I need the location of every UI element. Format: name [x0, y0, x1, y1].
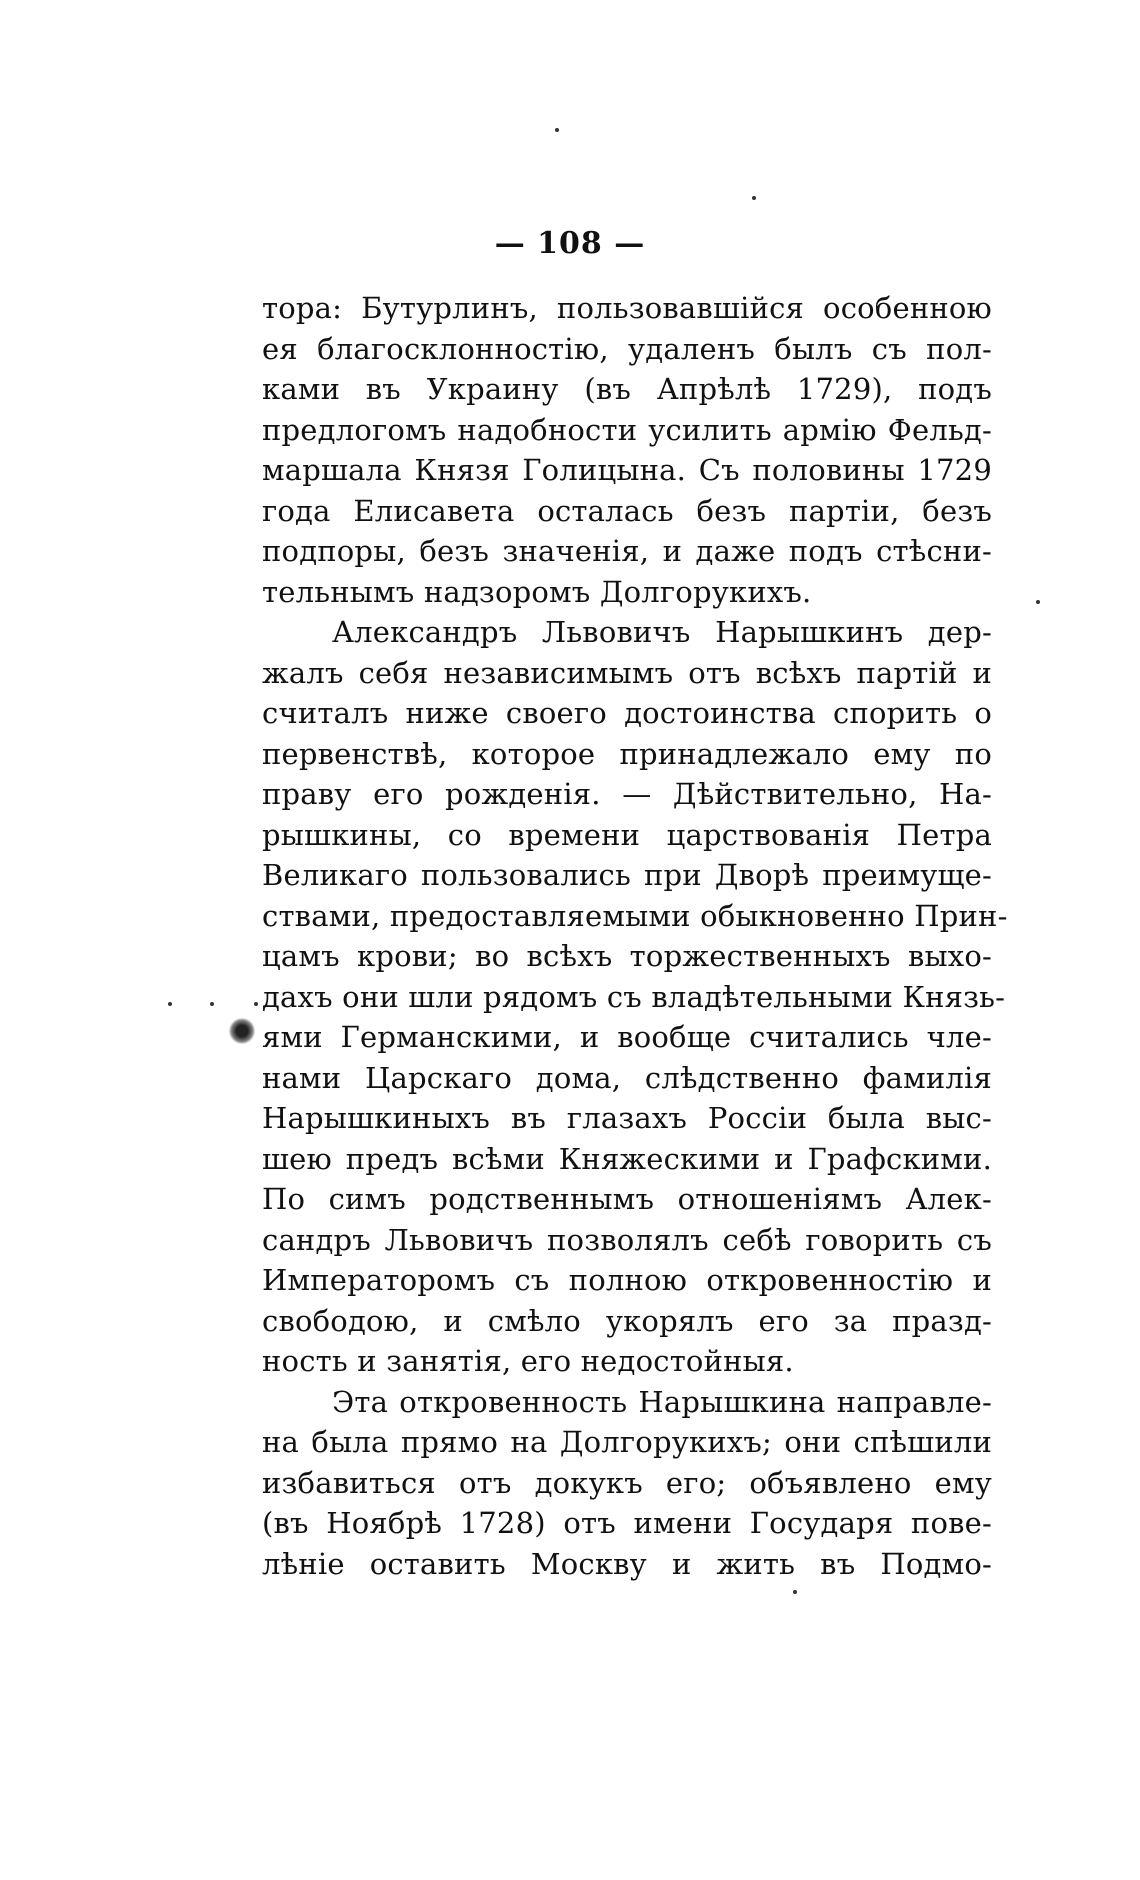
text-line: тора: Бутурлинъ, пользовавшійся особенною — [262, 291, 992, 325]
text-line: избавиться отъ докукъ его; объявлено ему — [262, 1465, 992, 1500]
text-line: ствами, предоставляемыми обыкновенно Прин- — [262, 898, 1008, 933]
text-line: первенствѣ, которое принадлежало ему по — [262, 736, 992, 771]
body-text — [262, 288, 1008, 1584]
scan-speck — [254, 1002, 258, 1006]
scan-speck — [555, 128, 559, 132]
text-line: Эта откровенность Нарышкина направле- — [332, 1384, 992, 1419]
text-line: шею предъ всѣми Княжескими и Графскими. — [262, 1141, 992, 1176]
text-line: маршала Князя Голицына. Съ половины 1729 — [262, 453, 992, 487]
text-line: дахъ они шли рядомъ съ владѣтельными Князь- — [262, 979, 1006, 1014]
text-line: свободою, и смѣло укорялъ его за празд- — [262, 1303, 992, 1338]
text-line: ея благосклонностію, удаленъ былъ съ пол- — [262, 331, 992, 366]
text-line: ями Германскими, и вообще считались чле- — [262, 1020, 992, 1054]
text-line: Нарышкиныхъ въ глазахъ Россіи была выс- — [262, 1101, 992, 1135]
text-line: ность и занятія, его недостойныя. — [262, 1344, 794, 1378]
scan-speck — [793, 1590, 797, 1594]
text-line: подпоры, безъ значенія, и даже подъ стѣсни- — [262, 534, 992, 568]
text-line: (въ Ноябрѣ 1728) отъ имени Государя пове- — [262, 1506, 992, 1540]
text-line: Великаго пользовались при Дворѣ преимуще- — [262, 858, 992, 892]
text-line: сандръ Львовичъ позволялъ себѣ говорить съ — [262, 1222, 992, 1257]
text-line: года Елисавета осталась безъ партіи, безъ — [262, 493, 992, 528]
text-line: считалъ ниже своего достоинства спорить о — [262, 696, 992, 730]
text-line: на была прямо на Долгорукихъ; они спѣшили — [262, 1425, 992, 1459]
text-line: тельнымъ надзоромъ Долгорукихъ. — [262, 574, 812, 609]
text-line: предлогомъ надобности усилить армію Фельд- — [262, 412, 992, 447]
ink-blot — [228, 1018, 256, 1044]
text-line: цамъ крови; во всѣхъ торжественныхъ выхо- — [262, 939, 992, 973]
text-line: ками въ Украину (въ Апрѣлѣ 1729), подъ — [262, 372, 992, 406]
scan-speck — [752, 196, 756, 200]
text-line: Императоромъ съ полною откровенностію и — [262, 1263, 992, 1297]
text-line: жалъ себя независимымъ отъ всѣхъ партій и — [262, 655, 992, 690]
text-line: нами Царскаго дома, слѣдственно фамилія — [262, 1060, 992, 1095]
text-line: праву его рожденія. — Дѣйствительно, На- — [262, 777, 992, 811]
scan-speck — [1036, 600, 1040, 604]
text-line: Александръ Львовичъ Нарышкинъ дер- — [332, 615, 992, 649]
text-line: По симъ родственнымъ отношеніямъ Алек- — [262, 1182, 992, 1216]
text-line: рышкины, со времени царствованія Петра — [262, 817, 992, 852]
scan-speck — [210, 1002, 214, 1006]
page-number: — 108 — — [494, 226, 646, 261]
scan-speck — [168, 1002, 172, 1006]
text-line: лѣніе оставить Москву и жить въ Подмо- — [262, 1546, 992, 1581]
